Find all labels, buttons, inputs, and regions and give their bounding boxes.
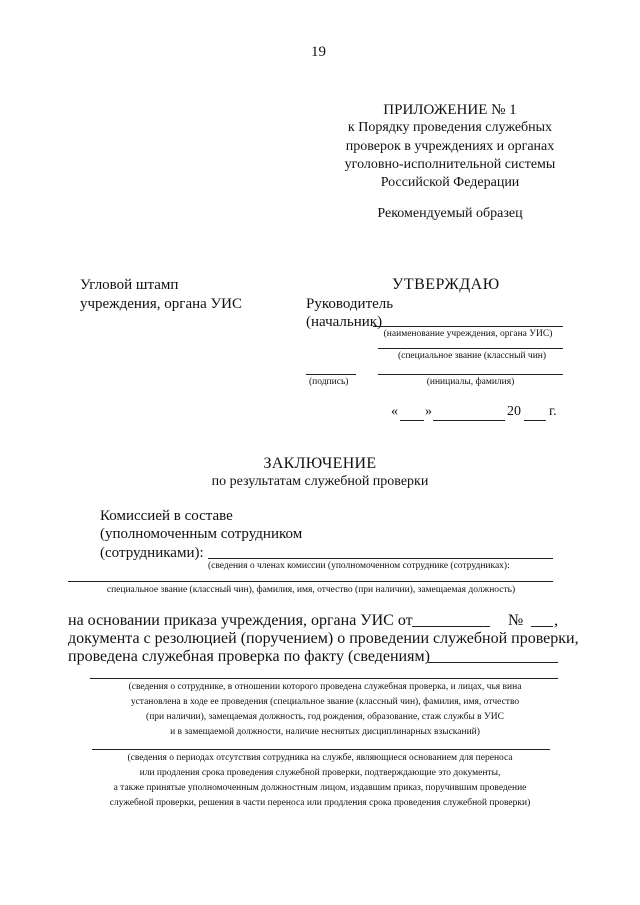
employee-fill-line [90, 678, 558, 679]
date-year-line [524, 420, 546, 421]
commission-fill-line-2 [68, 581, 553, 582]
date-year-suffix: г. [549, 404, 557, 419]
caption-rank: (специальное звание (классный чин) [397, 351, 547, 361]
approve-head: Руководитель [306, 296, 394, 312]
caption-employee-line: (сведения о сотруднике, в отношении которого проведена служебная проверка, и лицах, чья вина [128, 682, 522, 692]
order-number-line [531, 626, 553, 627]
caption-commission: (сведения о членах комиссии (уполномоченном сотруднике (сотрудниках): [208, 561, 510, 571]
appendix-line: к Порядку проведения служебных [347, 120, 553, 135]
date-year-prefix: 20 [507, 404, 521, 419]
signature-line [306, 374, 356, 375]
caption-employee-line: установлена в ходе ее проведения (специальное звание (классный чин), фамилия, имя, отчество [130, 697, 520, 707]
approve-head: (начальник) [306, 314, 383, 330]
caption-employee-line: (при наличии), замещаемая должность, год рождения, образование, стаж службы в УИС [146, 712, 504, 722]
caption-institution: (наименование учреждения, органа УИС) [383, 329, 553, 339]
absence-fill-line [92, 749, 550, 750]
basis-no: № [508, 612, 524, 629]
date-close-quote: » [425, 404, 432, 419]
initials-line [378, 374, 563, 375]
stamp-line: учреждения, органа УИС [80, 296, 243, 312]
recommended-sample: Рекомендуемый образец [377, 206, 523, 221]
caption-absence-line: служебной проверки, решения в части переноса или продления срока проведения служебной проверки) [109, 798, 531, 808]
commission-line: Комиссией в составе [100, 508, 233, 524]
caption-absence-line: (сведения о периодах отсутствия сотрудника на службе, являющиеся основанием для переноса [127, 753, 513, 763]
date-open-quote: « [391, 404, 398, 419]
commission-line: (сотрудниками): [100, 545, 204, 561]
caption-absence-line: или продления срока проведения служебной проверки, подтверждающие это документы, [139, 768, 501, 778]
basis-comma: , [554, 612, 558, 629]
appendix-line: уголовно-исполнительной системы [344, 157, 556, 172]
order-date-line [412, 626, 490, 627]
basis-line3: проведена служебная проверка по факту (сведениям) [68, 648, 430, 665]
basis-line2: документа с резолюцией (поручением) о проведении служебной проверки, [68, 630, 579, 647]
stamp-line: Угловой штамп [80, 277, 179, 293]
basis-line1: на основании приказа учреждения, органа УИС от [68, 612, 413, 629]
caption-employee-line: и в замещаемой должности, наличие неснятых дисциплинарных взысканий) [170, 727, 480, 737]
commission-fill-line [208, 558, 553, 559]
conclusion-title: ЗАКЛЮЧЕНИЕ [263, 455, 377, 472]
caption-signature: (подпись) [309, 377, 349, 387]
commission-line: (уполномоченным сотрудником [100, 526, 303, 542]
conclusion-subtitle: по результатам служебной проверки [211, 474, 429, 489]
fact-line [428, 662, 558, 663]
date-month-line [433, 420, 505, 421]
approve-title: УТВЕРЖДАЮ [392, 276, 500, 293]
caption-initials: (инициалы, фамилия) [426, 377, 515, 387]
date-day-line [400, 420, 424, 421]
appendix-line: проверок в учреждениях и органах [345, 139, 555, 154]
caption-commission-details: специальное звание (классный чин), фамилия, имя, отчество (при наличии), замещаемая должность) [106, 585, 516, 595]
institution-line [373, 326, 563, 327]
caption-absence-line: а также принятые уполномоченным должностным лицом, издавшим приказ, поручившим проведение [113, 783, 527, 793]
page-number: 19 [311, 44, 326, 60]
appendix-line: Российской Федерации [380, 175, 520, 190]
appendix-title: ПРИЛОЖЕНИЕ № 1 [383, 102, 517, 118]
rank-line [378, 348, 563, 349]
